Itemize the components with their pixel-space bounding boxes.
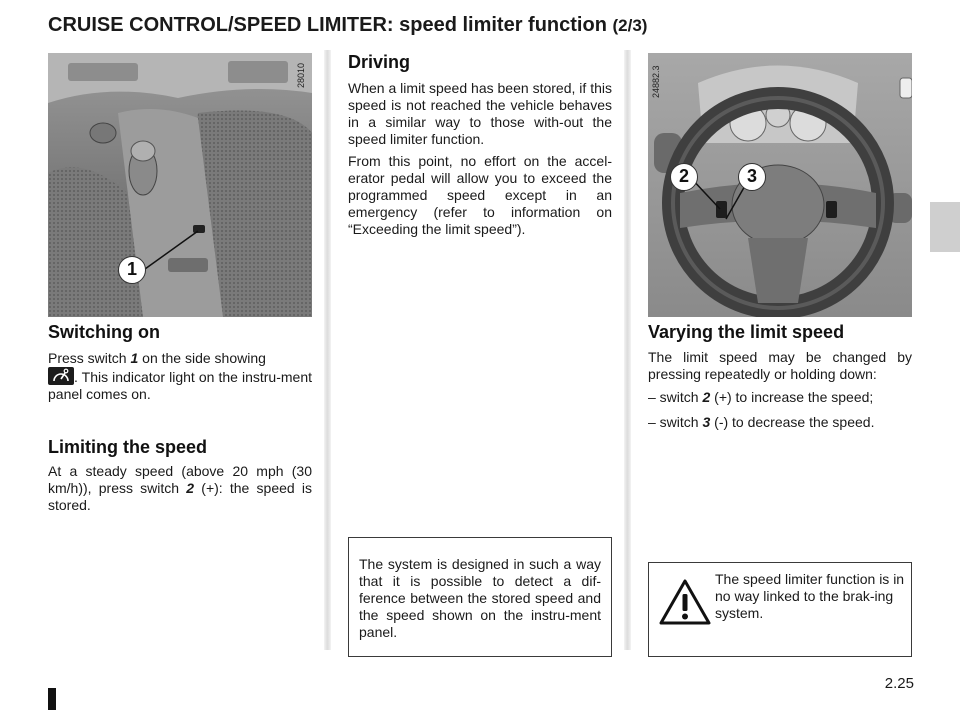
heading-switching-on: Switching on bbox=[48, 322, 160, 342]
title-page-part: (2/3) bbox=[612, 16, 648, 35]
varying-item-increase: – switch 2 (+) to increase the speed; bbox=[648, 389, 874, 405]
limiting-speed-text: At a steady speed (above 20 mph (30 km/h)), press switch 2 (+): the speed is stored. bbox=[48, 463, 312, 513]
console-switch-photo bbox=[48, 53, 312, 317]
heading-limiting-speed: Limiting the speed bbox=[48, 437, 208, 457]
corner-mark bbox=[48, 688, 56, 710]
page-title bbox=[48, 14, 647, 37]
switch-number: 2 bbox=[702, 389, 711, 405]
photo-code: 28010 bbox=[296, 62, 306, 88]
warning-text: The speed limiter function is in no way linked to the brak-ing system. bbox=[715, 571, 905, 621]
section-thumb-tab bbox=[930, 202, 960, 252]
warning-triangle-icon bbox=[659, 579, 711, 625]
callout-3: 3 bbox=[738, 163, 766, 191]
note-text: The system is designed in such a way that it is possible to detect a dif-ference between the stored speed and the speed shown on the instru-ment panel. bbox=[359, 556, 601, 640]
switch-number: 2 bbox=[186, 480, 195, 496]
speed-limiter-icon bbox=[48, 367, 74, 385]
heading-driving: Driving bbox=[348, 52, 411, 72]
driving-para-1: When a limit speed has been stored, if this speed is not reached the vehicle behaves in a similar way to those with-out the speed limiter function. bbox=[348, 80, 612, 147]
title-main: CRUISE CONTROL/SPEED LIMITER: speed limiter function bbox=[48, 14, 607, 36]
varying-intro: The limit speed may be changed by pressing repeatedly or holding down: bbox=[648, 349, 912, 382]
column-divider bbox=[624, 50, 631, 650]
varying-item-decrease: – switch 3 (-) to decrease the speed. bbox=[648, 414, 875, 430]
switch-number: 3 bbox=[702, 414, 711, 430]
page-number: 2.25 bbox=[884, 675, 914, 692]
switching-on-text: Press switch 1 on the side showing . This indicator light on the instru-ment panel comes on. bbox=[48, 350, 312, 402]
driving-para-2: From this point, no effort on the accel-erator pedal will allow you to exceed the programmed speed except in an emergency (refer to information on “Exceeding the limit speed”). bbox=[348, 153, 612, 237]
note-box bbox=[348, 537, 612, 657]
warning-box bbox=[648, 562, 912, 657]
photo-code: 24882.3 bbox=[651, 65, 661, 98]
callout-1: 1 bbox=[118, 256, 146, 284]
switch-number: 1 bbox=[130, 350, 139, 366]
heading-varying-limit: Varying the limit speed bbox=[648, 322, 845, 342]
column-divider bbox=[324, 50, 331, 650]
callout-2: 2 bbox=[670, 163, 698, 191]
